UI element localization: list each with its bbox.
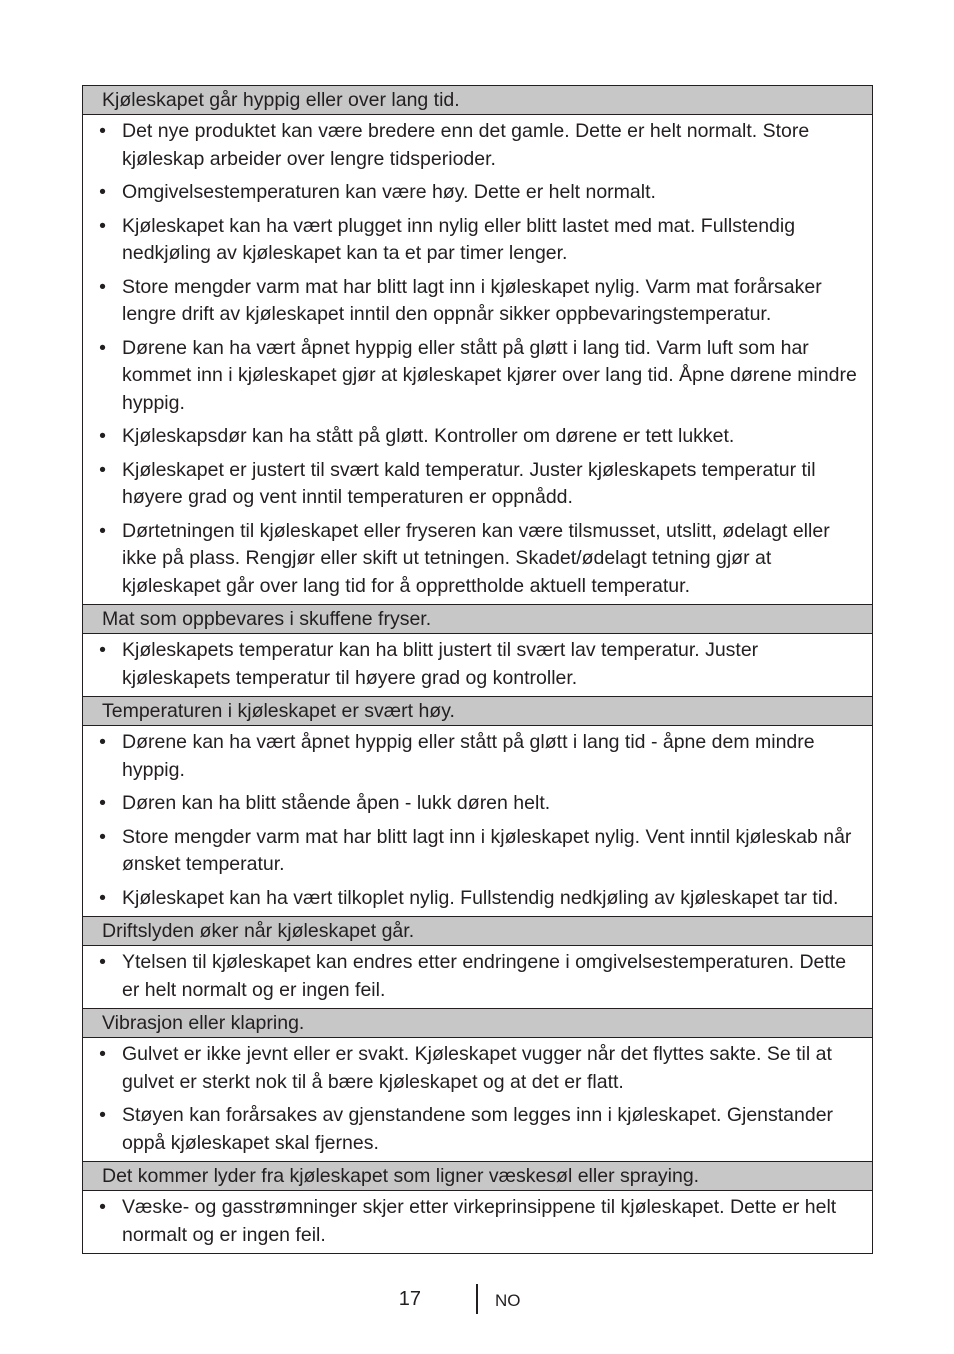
bullet-item <box>83 274 866 329</box>
page-number: 17 <box>398 1288 421 1310</box>
bullet-icon: • <box>99 214 106 237</box>
bullet-text: Døren kan ha blitt stående åpen - lukk døren helt. <box>122 792 551 814</box>
bullet-item <box>83 637 866 692</box>
bullet-item <box>83 1194 866 1249</box>
bullet-icon: • <box>99 886 106 909</box>
bullet-item <box>83 1102 866 1157</box>
language-code: NO <box>495 1291 521 1310</box>
bullet-icon: • <box>99 792 106 814</box>
section-body <box>83 1191 872 1253</box>
bullet-item <box>83 729 866 784</box>
bullet-text: Store mengder varm mat har blitt lagt inn i kjøleskapet nylig. Varm mat forårsaker lengre drift av kjøleskapet inntil den oppnår sikker oppbevaringstemperatur. <box>122 275 822 325</box>
bullet-item <box>83 1041 866 1096</box>
bullet-item <box>83 179 866 207</box>
bullet-text: Væske- og gasstrømninger skjer etter virkeprinsippene til kjøleskapet. Dette er helt normalt og er ingen feil. <box>122 1196 837 1246</box>
bullet-item <box>83 213 866 268</box>
bullet-icon: • <box>99 1196 106 1218</box>
page-footer <box>0 1284 954 1314</box>
bullet-text: Kjøleskapsdør kan ha stått på gløtt. Kontroller om dørene er tett lukket. <box>122 425 735 447</box>
bullet-text: Dørene kan ha vært åpnet hyppig eller stått på gløtt i lang tid - åpne dem mindre hyppig. <box>122 731 815 781</box>
bullet-text: Støyen kan forårsakes av gjenstandene som legges inn i kjøleskapet. Gjenstander oppå kjøleskapet skal fjernes. <box>122 1104 834 1154</box>
bullet-text: Ytelsen til kjøleskapet kan endres etter endringene i omgivelsestemperaturen. Dette er helt normalt og er ingen feil. <box>122 951 847 1001</box>
bullet-item <box>83 824 866 879</box>
section-header: Mat som oppbevares i skuffene fryser. <box>83 605 872 634</box>
bullet-text: Store mengder varm mat har blitt lagt inn i kjøleskapet nylig. Vent inntil kjøleskab når ønsket temperatur. <box>122 825 852 875</box>
section-body <box>83 1038 872 1162</box>
bullet-icon: • <box>99 181 106 203</box>
section-header: Vibrasjon eller klapring. <box>83 1009 872 1038</box>
bullet-text: Gulvet er ikke jevnt eller er svakt. Kjøleskapet vugger når det flyttes sakte. Se til at gulvet er sterkt nok til å bære kjøleskapet og at det er flatt. <box>122 1043 832 1093</box>
section-body <box>83 634 872 697</box>
bullet-text: Omgivelsestemperaturen kan være høy. Dette er helt normalt. <box>122 181 656 203</box>
bullet-icon: • <box>99 951 106 973</box>
bullet-icon: • <box>99 639 106 661</box>
bullet-icon: • <box>99 1043 106 1065</box>
bullet-icon: • <box>99 336 106 359</box>
section-header: Det kommer lyder fra kjøleskapet som ligner væskesøl eller spraying. <box>83 1162 872 1191</box>
bullet-icon: • <box>99 458 106 481</box>
section-header: Kjøleskapet går hyppig eller over lang tid. <box>83 86 872 115</box>
bullet-item <box>83 335 866 418</box>
bullet-icon: • <box>99 275 106 298</box>
bullet-text: Kjøleskapet kan ha vært plugget inn nylig eller blitt lastet med mat. Fullstendig nedkjøling av kjøleskapet kan ta et par timer lenger. <box>122 214 796 264</box>
troubleshooting-table <box>82 85 873 1254</box>
bullet-item <box>83 423 866 451</box>
bullet-item <box>83 518 866 601</box>
section-header: Temperaturen i kjøleskapet er svært høy. <box>83 697 872 726</box>
bullet-item <box>83 790 866 818</box>
troubleshoot-section <box>83 697 872 917</box>
bullet-item <box>83 885 866 913</box>
bullet-item <box>83 118 866 173</box>
bullet-icon: • <box>99 519 106 542</box>
bullet-icon: • <box>99 1104 106 1126</box>
bullet-icon: • <box>99 120 106 142</box>
bullet-text: Kjøleskapet er justert til svært kald temperatur. Juster kjøleskapets temperatur til høyere grad og vent inntil temperaturen er oppnådd. <box>122 458 816 508</box>
bullet-icon: • <box>99 825 106 848</box>
section-body <box>83 115 872 605</box>
bullet-text: Kjøleskapet kan ha vært tilkoplet nylig. Fullstendig nedkjøling av kjøleskapet tar tid. <box>122 886 839 909</box>
bullet-item <box>83 949 866 1004</box>
section-body <box>83 946 872 1009</box>
troubleshoot-section <box>83 1009 872 1162</box>
section-header: Driftslyden øker når kjøleskapet går. <box>83 917 872 946</box>
bullet-icon: • <box>99 731 106 753</box>
bullet-text: Det nye produktet kan være bredere enn det gamle. Dette er helt normalt. Store kjøleskap arbeider over lengre tidsperioder. <box>122 120 810 170</box>
troubleshoot-section <box>83 605 872 697</box>
troubleshoot-section <box>83 1162 872 1253</box>
bullet-text: Kjøleskapets temperatur kan ha blitt justert til svært lav temperatur. Juster kjøleskapets temperatur til høyere grad og kontroller. <box>122 639 759 689</box>
footer-divider <box>476 1284 478 1314</box>
bullet-text: Dørene kan ha vært åpnet hyppig eller stått på gløtt i lang tid. Varm luft som har kommet inn i kjøleskapet gjør at kjøleskapet kjører over lang tid. Åpne dørene mindre hyppig. <box>122 336 857 414</box>
troubleshoot-section <box>83 86 872 605</box>
bullet-text: Dørtetningen til kjøleskapet eller fryseren kan være tilsmusset, utslitt, ødelagt eller ikke på plass. Rengjør eller skift ut tetningen. Skadet/ødelagt tetning gjør at kjøleskapet går over lang tid for å opprettholde aktuell temperatur. <box>122 519 830 597</box>
section-body <box>83 726 872 917</box>
bullet-item <box>83 457 866 512</box>
troubleshoot-section <box>83 917 872 1009</box>
bullet-icon: • <box>99 425 106 447</box>
